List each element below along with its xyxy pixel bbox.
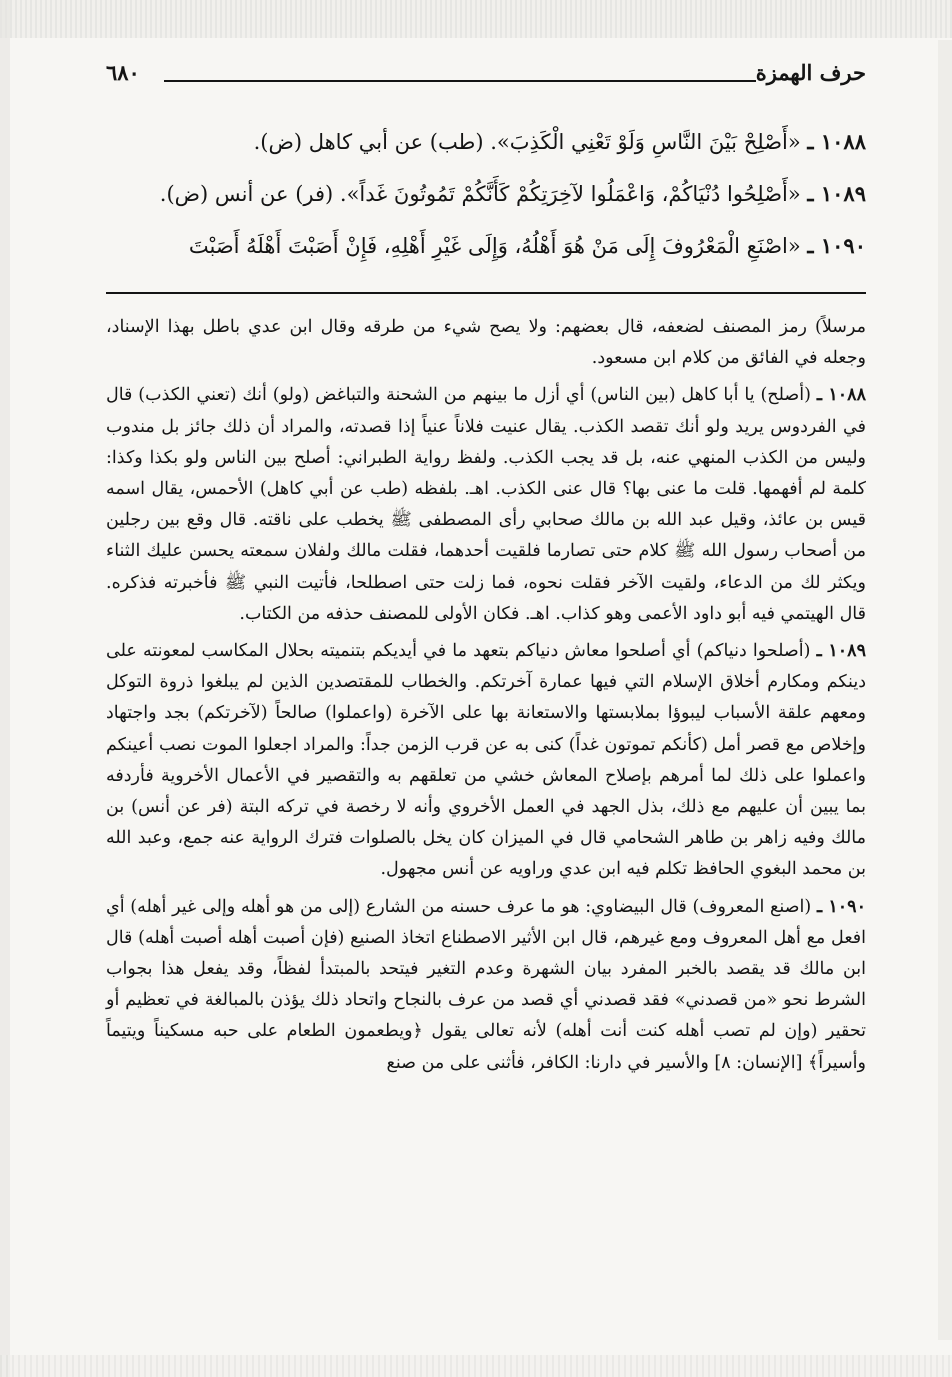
commentary-paragraph [106,892,866,1079]
hadith-text: «أَصْلِحُوا دُنْيَاكُمْ، وَاعْمَلُوا لآخِرَتِكُمْ كَأَنَّكُمْ تَمُوتُونَ غَداً». (فر) عن أنس (ض). [159,182,801,206]
hadith-text: «أَصْلِحْ بَيْنَ النَّاسِ وَلَوْ تَعْنِي الْكَذِبَ». (طب) عن أبي كاهل (ض). [253,130,801,154]
running-header [106,48,866,86]
commentary-paragraph [106,636,866,886]
page-number: ٦٨٠ [106,60,140,85]
hadith-number: ١٠٨٩ ـ [807,181,866,206]
hadith-entry [106,116,866,168]
commentary-text: (أصلح) يا أبا كاهل (بين الناس) أي أزل ما بينهم من الشحنة والتباغض (ولو) أنك (تعني الكذب) قال في الفردوس يريد ولو أنك تقصد الكذب. يقال عنيت فلاناً عنياً إذا قصدته، والمراد أن ذلك جائز بل مندوب وليس من الكذب المنهي عنه، بل قد يجب الكذب. ولفظ رواية الطبراني: أصلح بين الناس ولو بكذا وكذا: كلمة لم أفهمها. قلت ما عنى بها؟ قال عنى الكذب. اهـ. بلفظه (طب عن أبي كاهل) الأحمس، يقال اسمه قيس بن عائذ، وقيل عبد الله بن مالك صحابي رأى المصطفى ﷺ يخطب على ناقته. قال وقع بين رجلين من أصحاب رسول الله ﷺ كلام حتى تصارما فلقيت أحدهما، فقلت مالك ولفلان سمعته يحسن عليك الثناء ويكثر لك من الدعاء، ولقيت الآخر فقلت نحوه، فما زلت حتى اصطلحا، فأتيت النبي ﷺ فأخبرته فذكره. قال الهيتمي فيه أبو داود الأعمى وهو كذاب. اهـ. فكان الأولى للمصنف حذفه من الكتاب. [106,385,866,624]
commentary-text: (اصنع المعروف) قال البيضاوي: هو ما عرف حسنه من الشارع (إلى من هو أهله وإلى غير أهله) أي افعل مع أهل المعروف ومع غيرهم، قال ابن الأثير الاصطناع اتخاذ الصنيع (فإن أصبت أهله أصبت أهله) قال ابن مالك قد يقصد بالخبر المفرد بيان الشهرة وعدم التغير فيتحد بالمبتدأ لفظاً، وقد يفعل هذا بجواب الشرط نحو «من قصدني» فقد قصدني أي قصد من عرف بالنجاح واتحاد ذلك يؤذن بالمبالغة في تعظيم أو تحقير (وإن لم تصب أهله كنت أنت أهله) لأنه تعالى يقول ﴿ويطعمون الطعام على حبه مسكيناً ويتيماً وأسيراً﴾ [الإنسان: ٨] والأسير في دارنا: الكافر، فأثنى على من صنع [106,896,866,1073]
commentary-text: (أصلحوا دنياكم) أي أصلحوا معاش دنياكم بتعهد ما في أيديكم بتنميته بحلال المكاسب لمعونته على دينكم ومكارم أخلاق الإسلام التي فيها عمارة آخرتكم. والخطاب للمقتصدين الذين لم يبلغوا ذروة التوكل ومعهم علقة الأسباب ليبوؤا بملابستها والاستعانة بها على الآخرة (واعملوا) صالحاً (لآخرتكم) بجد واجتهاد وإخلاص مع قصر أمل (كأنكم تموتون غداً) كنى به عن قرب الزمن جداً: والمراد اجعلوا الموت نصب أعينكم واعملوا على ذلك لما أمرهم بإصلاح المعاش خشي من تعلقهم به والتقصير في الأعمال الأخروية فأردفه بما يبين أن عليهم مع ذلك، بذل الجهد في العمل الأخروي وأنه لا رخصة في تركه البتة (فر عن أنس) بن مالك وفيه زاهر بن طاهر الشحامي قال في الميزان كان يخل بالصلوات فترك الرواية عنه جمع، وعبد الله بن محمد البغوي الحافظ تكلم فيه ابن عدي وراويه عن أنس مجهول. [106,641,866,880]
scan-edge-left [0,0,10,1377]
commentary-paragraph [106,380,866,630]
scan-edge-top [0,0,952,38]
commentary-section [106,312,866,1079]
hadith-number: ١٠٨٨ ـ [807,129,866,154]
scan-edge-bottom [0,1355,952,1377]
commentary-number: ١٠٨٩ ـ [816,641,866,662]
book-page [106,48,866,1338]
hadith-entry [106,168,866,220]
header-rule [164,80,756,82]
section-divider [106,292,866,294]
hadith-entry [106,220,866,272]
hadith-section [106,116,866,272]
commentary-paragraph [106,312,866,374]
chapter-title: حرف الهمزة [755,60,866,85]
commentary-text: مرسلاً) رمز المصنف لضعفه، قال بعضهم: ولا يصح شيء من طرقه وقال ابن عدي باطل بهذا الإسناد، وجعله في الفائق من كلام ابن مسعود. [106,317,866,369]
hadith-number: ١٠٩٠ ـ [807,233,866,258]
commentary-number: ١٠٨٨ ـ [816,385,866,406]
hadith-text: «اصْنَعِ الْمَعْرُوفَ إِلَى مَنْ هُوَ أَهْلُهُ، وَإِلَى غَيْرِ أَهْلِهِ، فَإِنْ أَصَبْتَ أَهْلَهُ أَصَبْتَ [188,234,801,258]
scan-edge-right [938,40,952,1340]
commentary-number: ١٠٩٠ ـ [816,896,866,917]
